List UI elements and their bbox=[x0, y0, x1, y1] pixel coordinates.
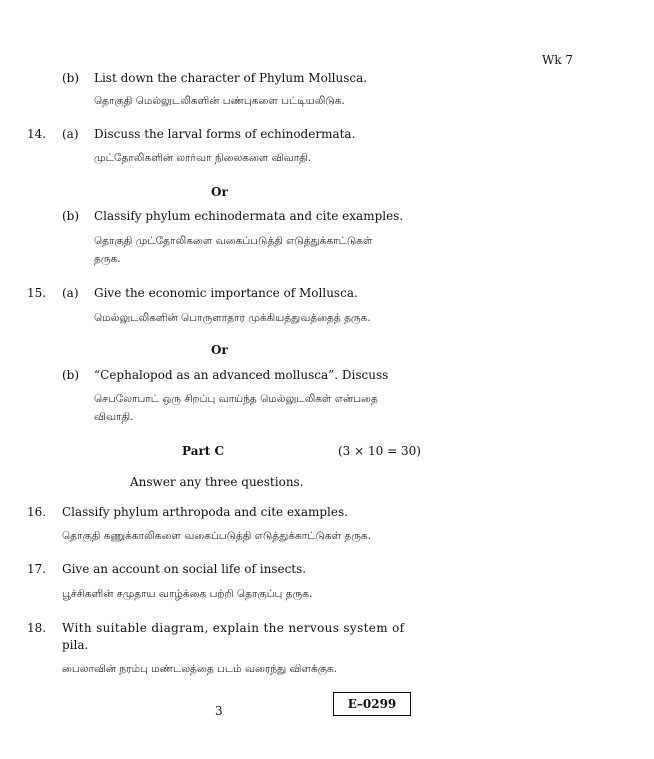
q15b-tamil-line2: விவாதி. bbox=[94, 411, 134, 423]
q14b-english: Classify phylum echinodermata and cite examples. bbox=[94, 209, 404, 223]
q14a-tamil: முட்தோலிகளின் லார்வா நிலைகளை விவாதி. bbox=[94, 152, 312, 164]
q15-or: Or bbox=[211, 343, 228, 357]
q17-english: Give an account on social life of insects. bbox=[62, 562, 307, 576]
q18-number: 18. bbox=[27, 621, 47, 635]
q14b-label: (b) bbox=[62, 209, 80, 223]
part-c-marks: (3 × 10 = 30) bbox=[338, 444, 421, 458]
q16-english: Classify phylum arthropoda and cite examples. bbox=[62, 505, 348, 519]
q15-number: 15. bbox=[27, 286, 47, 300]
q17-tamil: பூச்சிகளின் சமுதாய வாழ்க்கை பற்றி தொகுப்பு தருக. bbox=[62, 588, 313, 600]
paper-code-top: Wk 7 bbox=[542, 53, 574, 67]
part-c-title: Part C bbox=[182, 444, 225, 458]
q15a-label: (a) bbox=[62, 286, 79, 300]
paper-code-bottom: E–0299 bbox=[347, 697, 397, 711]
q13b-english: List down the character of Phylum Mollusca. bbox=[94, 71, 368, 85]
q14a-english: Discuss the larval forms of echinodermata. bbox=[94, 127, 356, 141]
q18-english-line1: With suitable diagram, explain the nervous system of bbox=[62, 621, 405, 635]
q16-tamil: தொகுதி கணுக்காலிகளை வகைப்படுத்தி எடுத்துக்காட்டுகள் தருக. bbox=[62, 530, 372, 542]
q14b-tamil-line2: தருக. bbox=[94, 253, 121, 265]
q18-tamil: பைலாவின் நரம்பு மண்டலத்தை படம் வரைந்து விளக்குக. bbox=[62, 663, 338, 675]
page-number: 3 bbox=[215, 704, 223, 718]
q14-number: 14. bbox=[27, 127, 47, 141]
q15b-english: “Cephalopod as an advanced mollusca”. Discuss bbox=[94, 368, 389, 382]
q15a-tamil: மெல்லுடலிகளின் பொருளாதார முக்கியத்துவத்தைத் தருக. bbox=[94, 312, 371, 324]
q16-number: 16. bbox=[27, 505, 47, 519]
q14-or: Or bbox=[211, 185, 228, 199]
paper-code-box bbox=[333, 692, 411, 716]
q14b-tamil-line1: தொகுதி முட்தோலிகளை வகைப்படுத்தி எடுத்துக்காட்டுகள் bbox=[94, 235, 373, 247]
q17-number: 17. bbox=[27, 562, 47, 576]
q15b-tamil-line1: செபலோபாட் ஒரு சிறப்பு வாய்ந்த மெல்லுடலிகள் என்பதை bbox=[94, 393, 378, 405]
q15b-label: (b) bbox=[62, 368, 80, 382]
q15a-english: Give the economic importance of Mollusca. bbox=[94, 286, 358, 300]
q14a-label: (a) bbox=[62, 127, 79, 141]
part-c-instruction: Answer any three questions. bbox=[130, 475, 304, 489]
q13b-tamil: தொகுதி மெல்லுடலிகளின் பண்புகளை பட்டியலிடுக. bbox=[94, 95, 345, 107]
q18-english-line2: pila. bbox=[62, 638, 89, 652]
q13b-label: (b) bbox=[62, 71, 80, 85]
